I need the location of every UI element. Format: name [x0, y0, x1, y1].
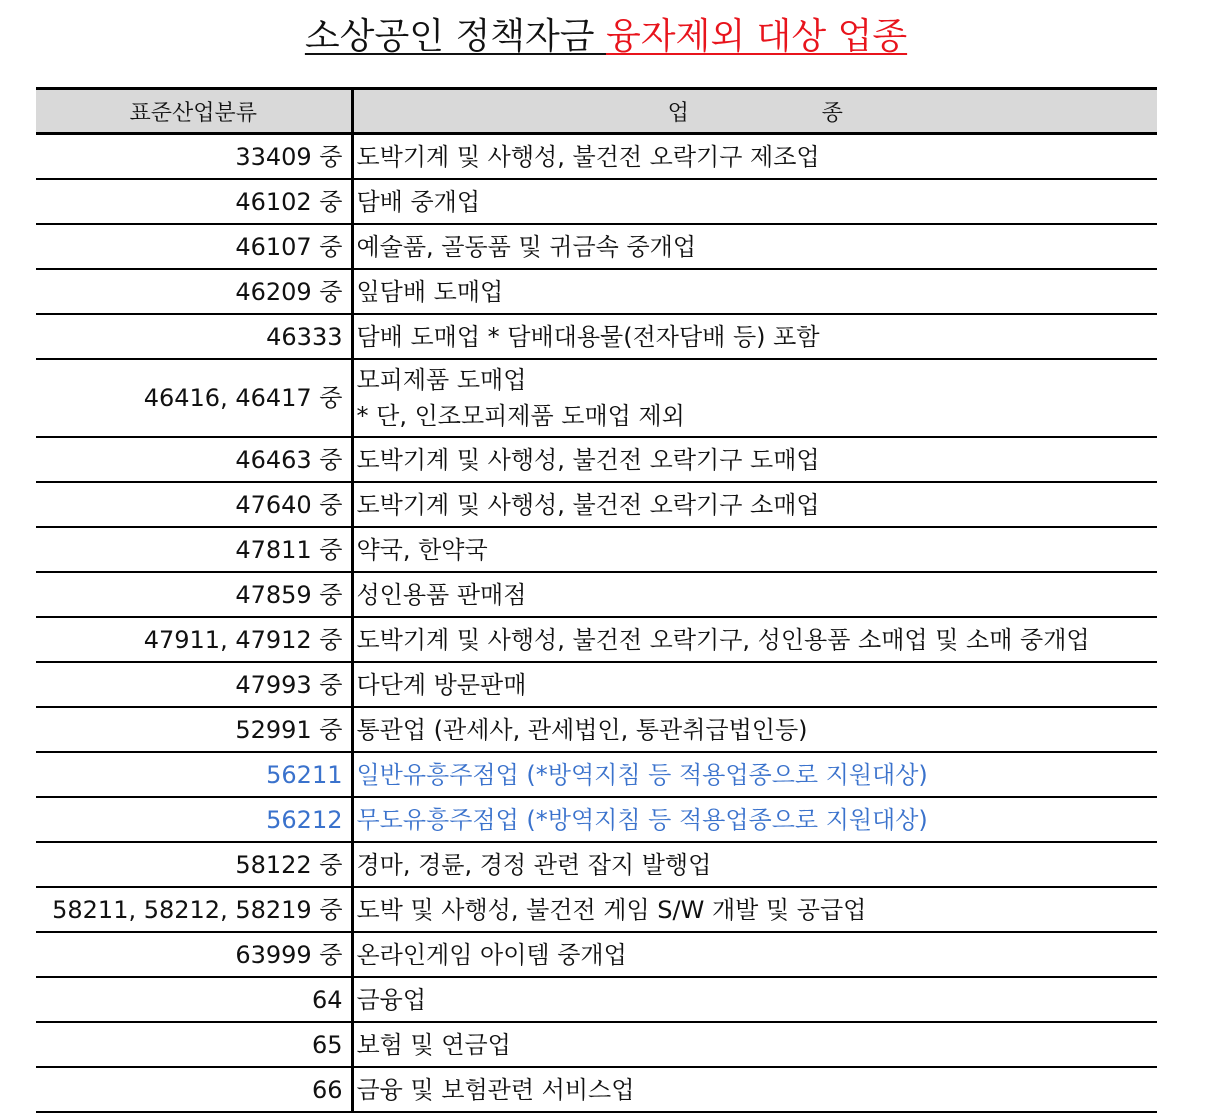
table-row: [36, 224, 1157, 269]
table-row: [36, 662, 1157, 707]
industry-name-cell: 성인용품 판매점: [352, 572, 1157, 617]
industry-name-cell: 통관업 (관세사, 관세법인, 통관취급법인등): [352, 707, 1157, 752]
industry-name-cell: 예술품, 골동품 및 귀금속 중개업: [352, 224, 1157, 269]
table-row: [36, 314, 1157, 359]
industry-code-cell: 56212: [36, 797, 352, 842]
table-row: [36, 707, 1157, 752]
industry-name-cell: 일반유흥주점업 (*방역지침 등 적용업종으로 지원대상): [352, 752, 1157, 797]
industry-name-cell: 경마, 경륜, 경정 관련 잡지 발행업: [352, 842, 1157, 887]
table-row: [36, 572, 1157, 617]
industry-code-cell: 65: [36, 1022, 352, 1067]
industry-code-cell: 46102 중: [36, 179, 352, 224]
table-row: [36, 482, 1157, 527]
table-header-row: [36, 89, 1157, 134]
table-row: [36, 359, 1157, 437]
table-row-supported: [36, 752, 1157, 797]
page-title: [0, 14, 1212, 60]
industry-code-cell: 47911, 47912 중: [36, 617, 352, 662]
industry-name-cell: 다단계 방문판매: [352, 662, 1157, 707]
industry-name-cell: 잎담배 도매업: [352, 269, 1157, 314]
table-row: [36, 1022, 1157, 1067]
industry-name-cell: 도박기계 및 사행성, 불건전 오락기구, 성인용품 소매업 및 소매 중개업: [352, 617, 1157, 662]
industry-code-cell: 33409 중: [36, 134, 352, 180]
industry-code-cell: 58211, 58212, 58219 중: [36, 887, 352, 932]
industry-code-cell: 66: [36, 1067, 352, 1112]
industry-name-cell: 금융 및 보험관련 서비스업: [352, 1067, 1157, 1112]
industry-code-cell: 56211: [36, 752, 352, 797]
industry-code-cell: 52991 중: [36, 707, 352, 752]
industry-code-cell: 64: [36, 977, 352, 1022]
table-row: [36, 617, 1157, 662]
industry-code-cell: 46463 중: [36, 437, 352, 482]
industry-code-cell: 47640 중: [36, 482, 352, 527]
industry-code-cell: 46333: [36, 314, 352, 359]
table-row: [36, 977, 1157, 1022]
industry-name-line: 모피제품 도매업: [356, 366, 527, 394]
industry-name-cell: 도박기계 및 사행성, 불건전 오락기구 제조업: [352, 134, 1157, 180]
table-row: [36, 134, 1157, 180]
industry-name-cell: 금융업: [352, 977, 1157, 1022]
industry-code-cell: 58122 중: [36, 842, 352, 887]
table-row: [36, 887, 1157, 932]
industry-name-cell: 도박기계 및 사행성, 불건전 오락기구 소매업: [352, 482, 1157, 527]
industry-name-cell: 담배 중개업: [352, 179, 1157, 224]
industry-name-cell: 도박기계 및 사행성, 불건전 오락기구 도매업: [352, 437, 1157, 482]
table-row-supported: [36, 797, 1157, 842]
page-title-main: 소상공인 정책자금: [304, 16, 606, 57]
table-row: [36, 269, 1157, 314]
page-title-highlight: 융자제외 대상 업종: [606, 16, 908, 57]
excluded-industries-table: [36, 87, 1157, 1113]
industry-code-cell: 47859 중: [36, 572, 352, 617]
industry-code-cell: 63999 중: [36, 932, 352, 977]
industry-code-cell: 47993 중: [36, 662, 352, 707]
table-row: [36, 527, 1157, 572]
industry-name-cell: 담배 도매업 * 담배대용물(전자담배 등) 포함: [352, 314, 1157, 359]
header-industry-name: 업 종: [352, 89, 1157, 134]
table-row: [36, 179, 1157, 224]
table-row: [36, 842, 1157, 887]
industry-name-cell: 무도유흥주점업 (*방역지침 등 적용업종으로 지원대상): [352, 797, 1157, 842]
industry-name-cell: 온라인게임 아이템 중개업: [352, 932, 1157, 977]
header-industry-code: 표준산업분류: [36, 89, 352, 134]
industry-name-cell: 보험 및 연금업: [352, 1022, 1157, 1067]
industry-name-cell: 도박 및 사행성, 불건전 게임 S/W 개발 및 공급업: [352, 887, 1157, 932]
industry-code-cell: 46416, 46417 중: [36, 359, 352, 437]
table-row: [36, 437, 1157, 482]
table-row: [36, 932, 1157, 977]
industry-code-cell: 46107 중: [36, 224, 352, 269]
industry-code-cell: 47811 중: [36, 527, 352, 572]
industry-name-note: * 단, 인조모피제품 도매업 제외: [356, 402, 685, 430]
industry-name-cell: 약국, 한약국: [352, 527, 1157, 572]
table-row: [36, 1067, 1157, 1112]
industry-code-cell: 46209 중: [36, 269, 352, 314]
industry-name-cell: [352, 359, 1157, 437]
